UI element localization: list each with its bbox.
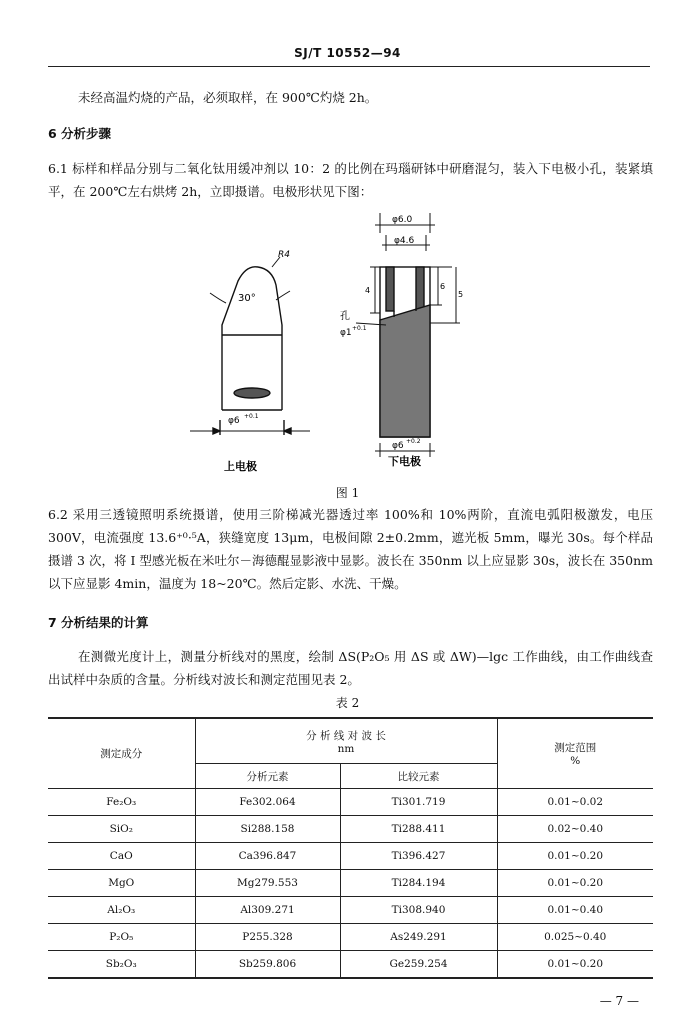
dim-4-label: 4 (365, 286, 371, 295)
electrode-figure (180, 205, 500, 490)
cell-component: CaO (48, 843, 195, 870)
table-row (48, 924, 653, 951)
running-header: SJ/T 10552—94 (294, 46, 401, 60)
cell-range: 0.01~0.20 (497, 843, 653, 870)
section-7-title: 7 分析结果的计算 (48, 615, 149, 630)
table-row (48, 789, 653, 816)
lower-dia-tol: +0.2 (406, 438, 421, 445)
upper-electrode-drawing (190, 257, 310, 435)
table-row (48, 870, 653, 897)
header-component: 测定成分 (48, 718, 195, 789)
cell-analyte: Sb259.806 (195, 951, 340, 979)
figure-caption: 图 1 (335, 486, 360, 500)
header-wavelength-unit: nm (337, 742, 355, 755)
cell-analyte: Fe302.064 (195, 789, 340, 816)
cell-analyte: P255.328 (195, 924, 340, 951)
upper-dia-label: φ6 (228, 416, 240, 426)
lower-electrode-label: 下电极 (388, 455, 421, 468)
table-row (48, 816, 653, 843)
cell-reference: Ge259.254 (340, 951, 497, 979)
table-row (48, 843, 653, 870)
lower-electrode-drawing (356, 213, 460, 457)
cell-component: Al₂O₃ (48, 897, 195, 924)
header-wavelength-label: 分 析 线 对 波 长 (306, 729, 386, 742)
table-row (48, 951, 653, 979)
paragraph-7: 在测微光度计上，测量分析线对的黑度，绘制 ΔS(P₂O₅ 用 ΔS 或 ΔW)—lgc 工作曲线，由工作曲线查出试样中杂质的含量。分析线对波长和测定范围见表 2。 (48, 649, 653, 687)
r4-label: R4 (278, 250, 290, 260)
header-analyte: 分析元素 (195, 764, 340, 789)
dim-5-label: 5 (458, 290, 464, 299)
hole-dia-tol: +0.1 (352, 325, 367, 332)
cell-analyte: Al309.271 (195, 897, 340, 924)
lower-dia-label: φ6 (392, 441, 404, 451)
cell-range: 0.01~0.20 (497, 870, 653, 897)
cell-component: P₂O₅ (48, 924, 195, 951)
cell-analyte: Mg279.553 (195, 870, 340, 897)
dim-6-label: 6 (440, 282, 446, 291)
cell-reference: As249.291 (340, 924, 497, 951)
cell-range: 0.025~0.40 (497, 924, 653, 951)
angle-label: 30° (238, 293, 256, 304)
paragraph-6-1: 6.1 标样和样品分别与二氧化钛用缓冲剂以 10：2 的比例在玛瑙研钵中研磨混匀，装入下电极小孔，装紧填平，在 200℃左右烘烤 2h，立即摄谱。电极形状见下图： (48, 161, 653, 199)
table-2 (48, 717, 653, 979)
header-range (497, 718, 653, 789)
table-row (48, 897, 653, 924)
intro-line: 未经高温灼烧的产品，必须取样，在 900℃灼烧 2h。 (78, 90, 378, 105)
cell-reference: Ti288.411 (340, 816, 497, 843)
section-6-title: 6 分析步骤 (48, 126, 112, 141)
cell-analyte: Ca396.847 (195, 843, 340, 870)
cell-reference: Ti308.940 (340, 897, 497, 924)
hole-label: 孔 (340, 311, 350, 322)
upper-dia-tol: +0.1 (244, 413, 259, 420)
header-wavelength (195, 718, 497, 764)
lower-outer-top-label: φ6.0 (392, 215, 413, 225)
cell-range: 0.01~0.40 (497, 897, 653, 924)
header-reference: 比较元素 (340, 764, 497, 789)
header-rule (48, 66, 650, 67)
cell-reference: Ti396.427 (340, 843, 497, 870)
cell-range: 0.02~0.40 (497, 816, 653, 843)
cell-reference: Ti301.719 (340, 789, 497, 816)
cell-analyte: Si288.158 (195, 816, 340, 843)
lower-inner-label: φ4.6 (394, 236, 415, 246)
paragraph-6-2: 6.2 采用三透镜照明系统摄谱，使用三阶梯减光器透过率 100%和 10%两阶，直流电弧阳极激发，电压 300V，电流强度 13.6⁺⁰·⁵A，狭缝宽度 13μm，电极间隙 2±0.2mm，遮光板 5mm，曝光 30s。每个样品摄谱 3 次，将 I 型感光板在米吐尔－海德醌显影液中显影。波长在 350nm 以上应显影 30s，波长在 350nm 以下应显影 4min，温度为 18~20℃。然后定影、水洗、干燥。 (48, 507, 653, 591)
cell-component: Sb₂O₃ (48, 951, 195, 979)
cell-range: 0.01~0.02 (497, 789, 653, 816)
cell-component: MgO (48, 870, 195, 897)
cell-component: Fe₂O₃ (48, 789, 195, 816)
page-number: — 7 — (599, 994, 639, 1008)
cell-component: SiO₂ (48, 816, 195, 843)
cell-range: 0.01~0.20 (497, 951, 653, 979)
table-caption: 表 2 (335, 696, 360, 710)
header-range-unit: % (570, 755, 581, 767)
header-range-label: 测定范围 (554, 742, 597, 754)
hole-dia-label: φ1 (340, 328, 352, 338)
upper-electrode-label: 上电极 (224, 460, 257, 473)
cell-reference: Ti284.194 (340, 870, 497, 897)
